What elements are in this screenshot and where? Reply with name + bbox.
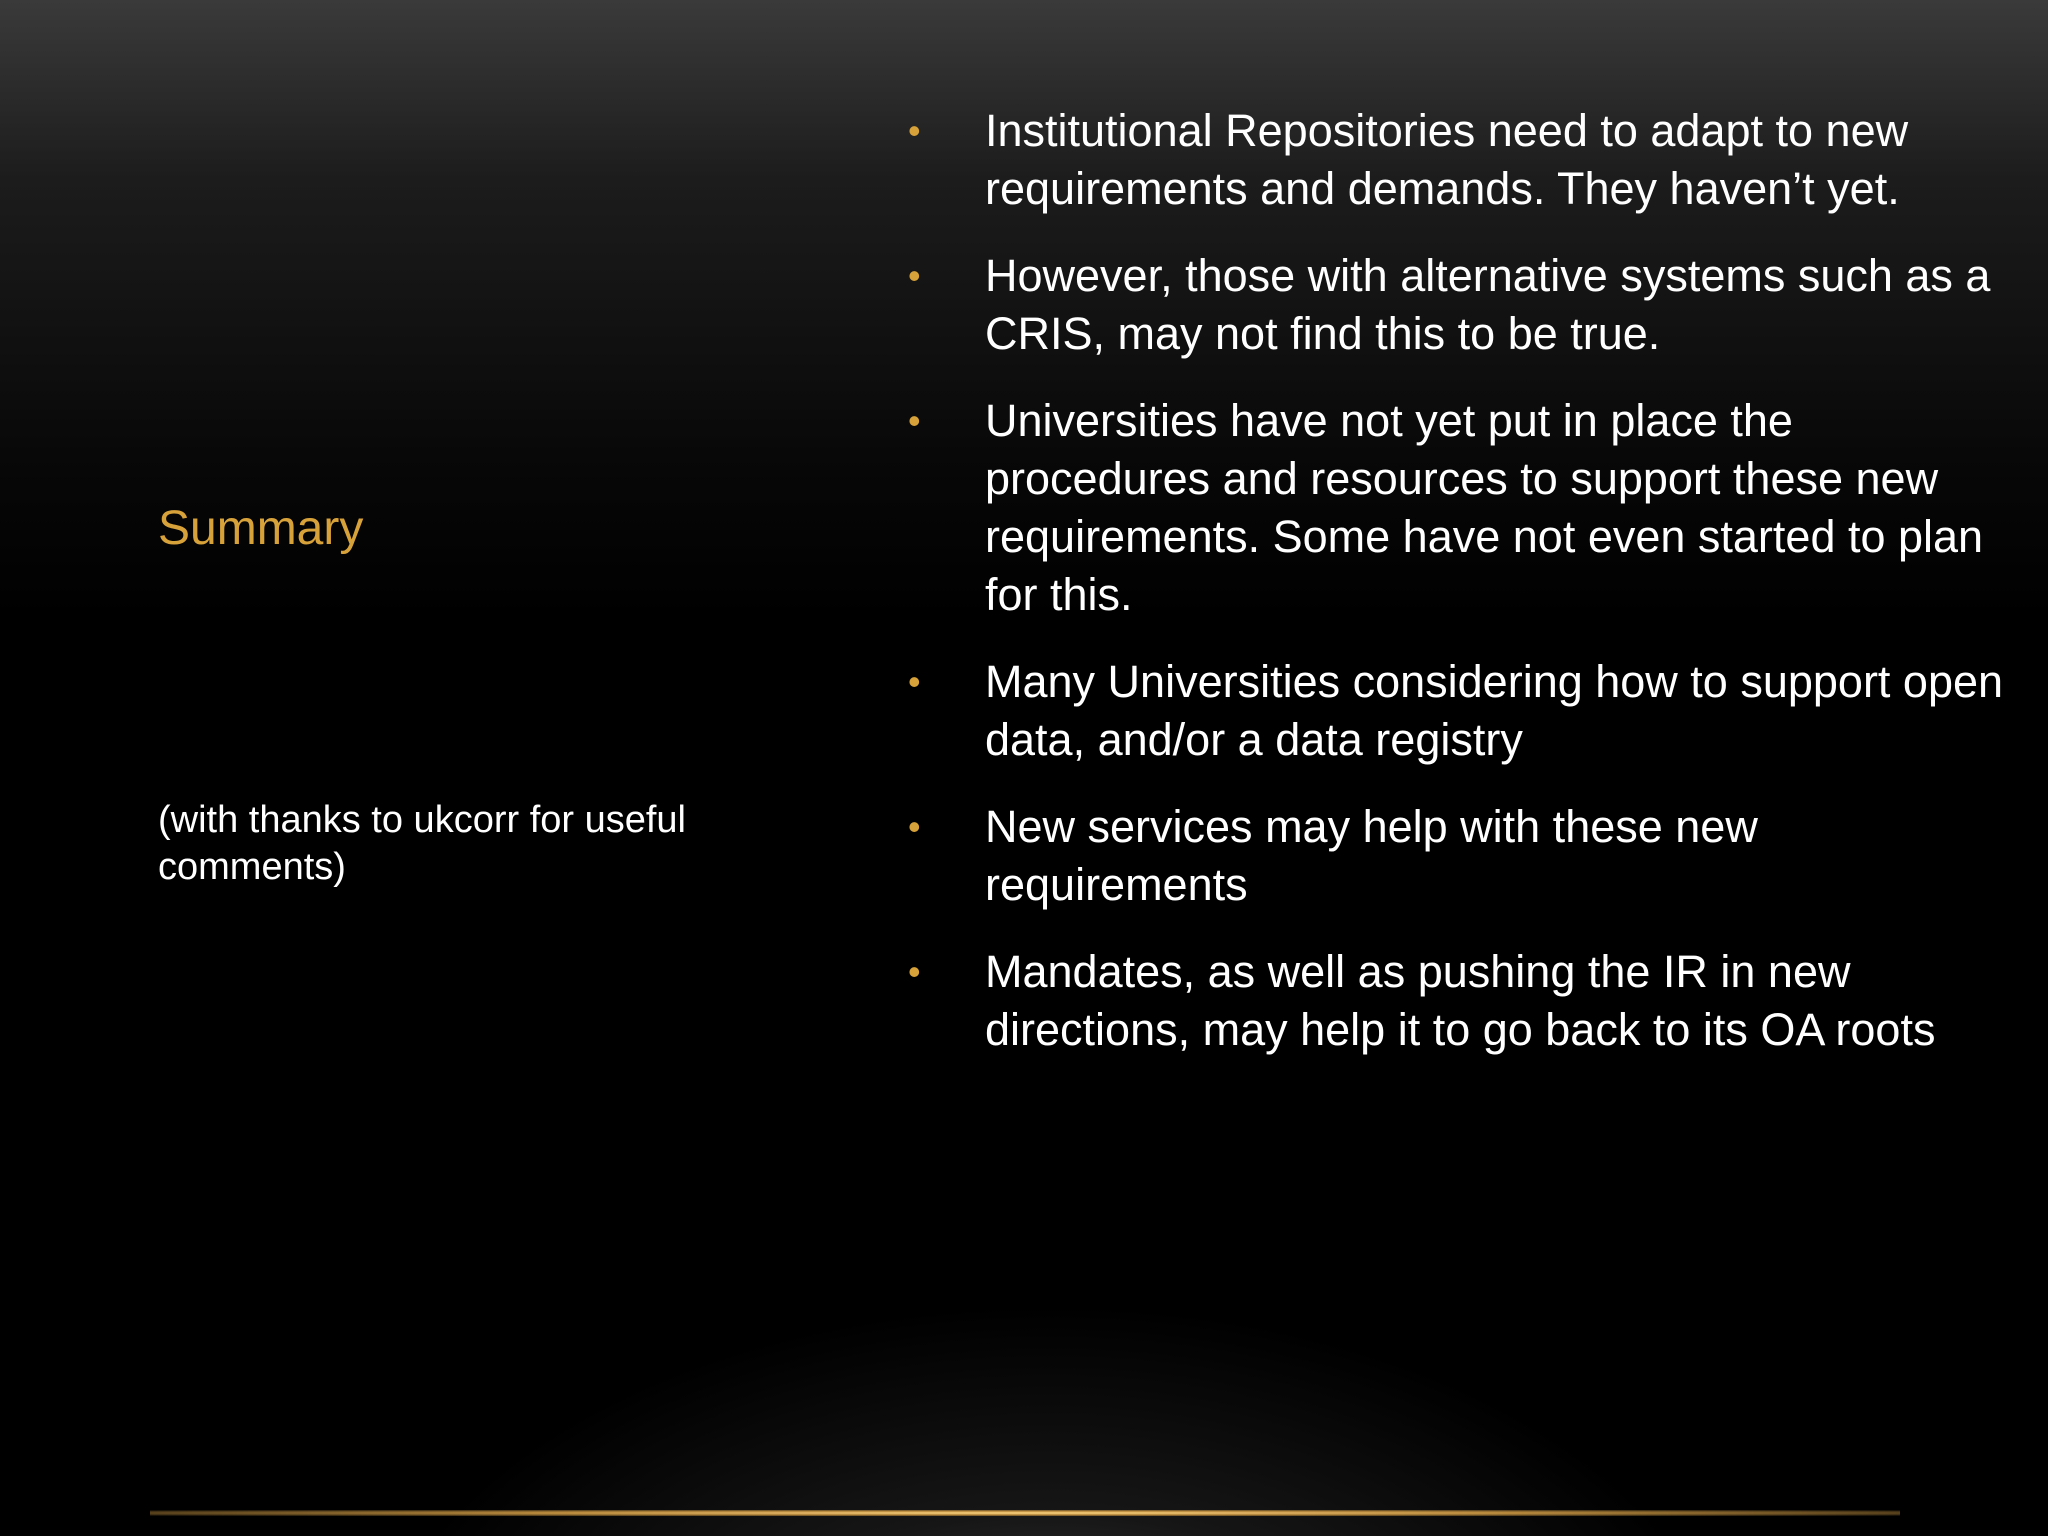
bullet-text: Universities have not yet put in place the procedures and resources to support these new requirements. Some have not even started to plan for this.	[985, 395, 1984, 620]
bullet-dot-icon: •	[908, 110, 921, 151]
bullet-item	[908, 392, 2018, 624]
bullet-item	[908, 798, 2018, 914]
bullet-list	[908, 102, 2018, 1088]
bullet-text: Mandates, as well as pushing the IR in new directions, may help it to go back to its OA roots	[985, 946, 1936, 1055]
bullet-item	[908, 247, 2018, 363]
floor-highlight-line	[150, 1510, 1900, 1516]
bullet-text: Institutional Repositories need to adapt to new requirements and demands. They haven’t yet.	[985, 105, 1909, 214]
bullet-dot-icon: •	[908, 255, 921, 296]
bullet-item	[908, 943, 2018, 1059]
bullet-dot-icon: •	[908, 806, 921, 847]
floor-glow	[350, 1300, 1750, 1536]
bullet-item	[908, 653, 2018, 769]
slide-subtitle: (with thanks to ukcorr for useful comments)	[158, 799, 686, 888]
slide-title: Summary	[158, 502, 364, 555]
bullet-text: Many Universities considering how to support open data, and/or a data registry	[985, 656, 2004, 765]
bullet-text: However, those with alternative systems such as a CRIS, may not find this to be true.	[985, 250, 1991, 359]
bullet-item	[908, 102, 2018, 218]
bullet-dot-icon: •	[908, 951, 921, 992]
bullet-dot-icon: •	[908, 400, 921, 441]
bullet-dot-icon: •	[908, 661, 921, 702]
bullet-text: New services may help with these new requirements	[985, 801, 1758, 910]
